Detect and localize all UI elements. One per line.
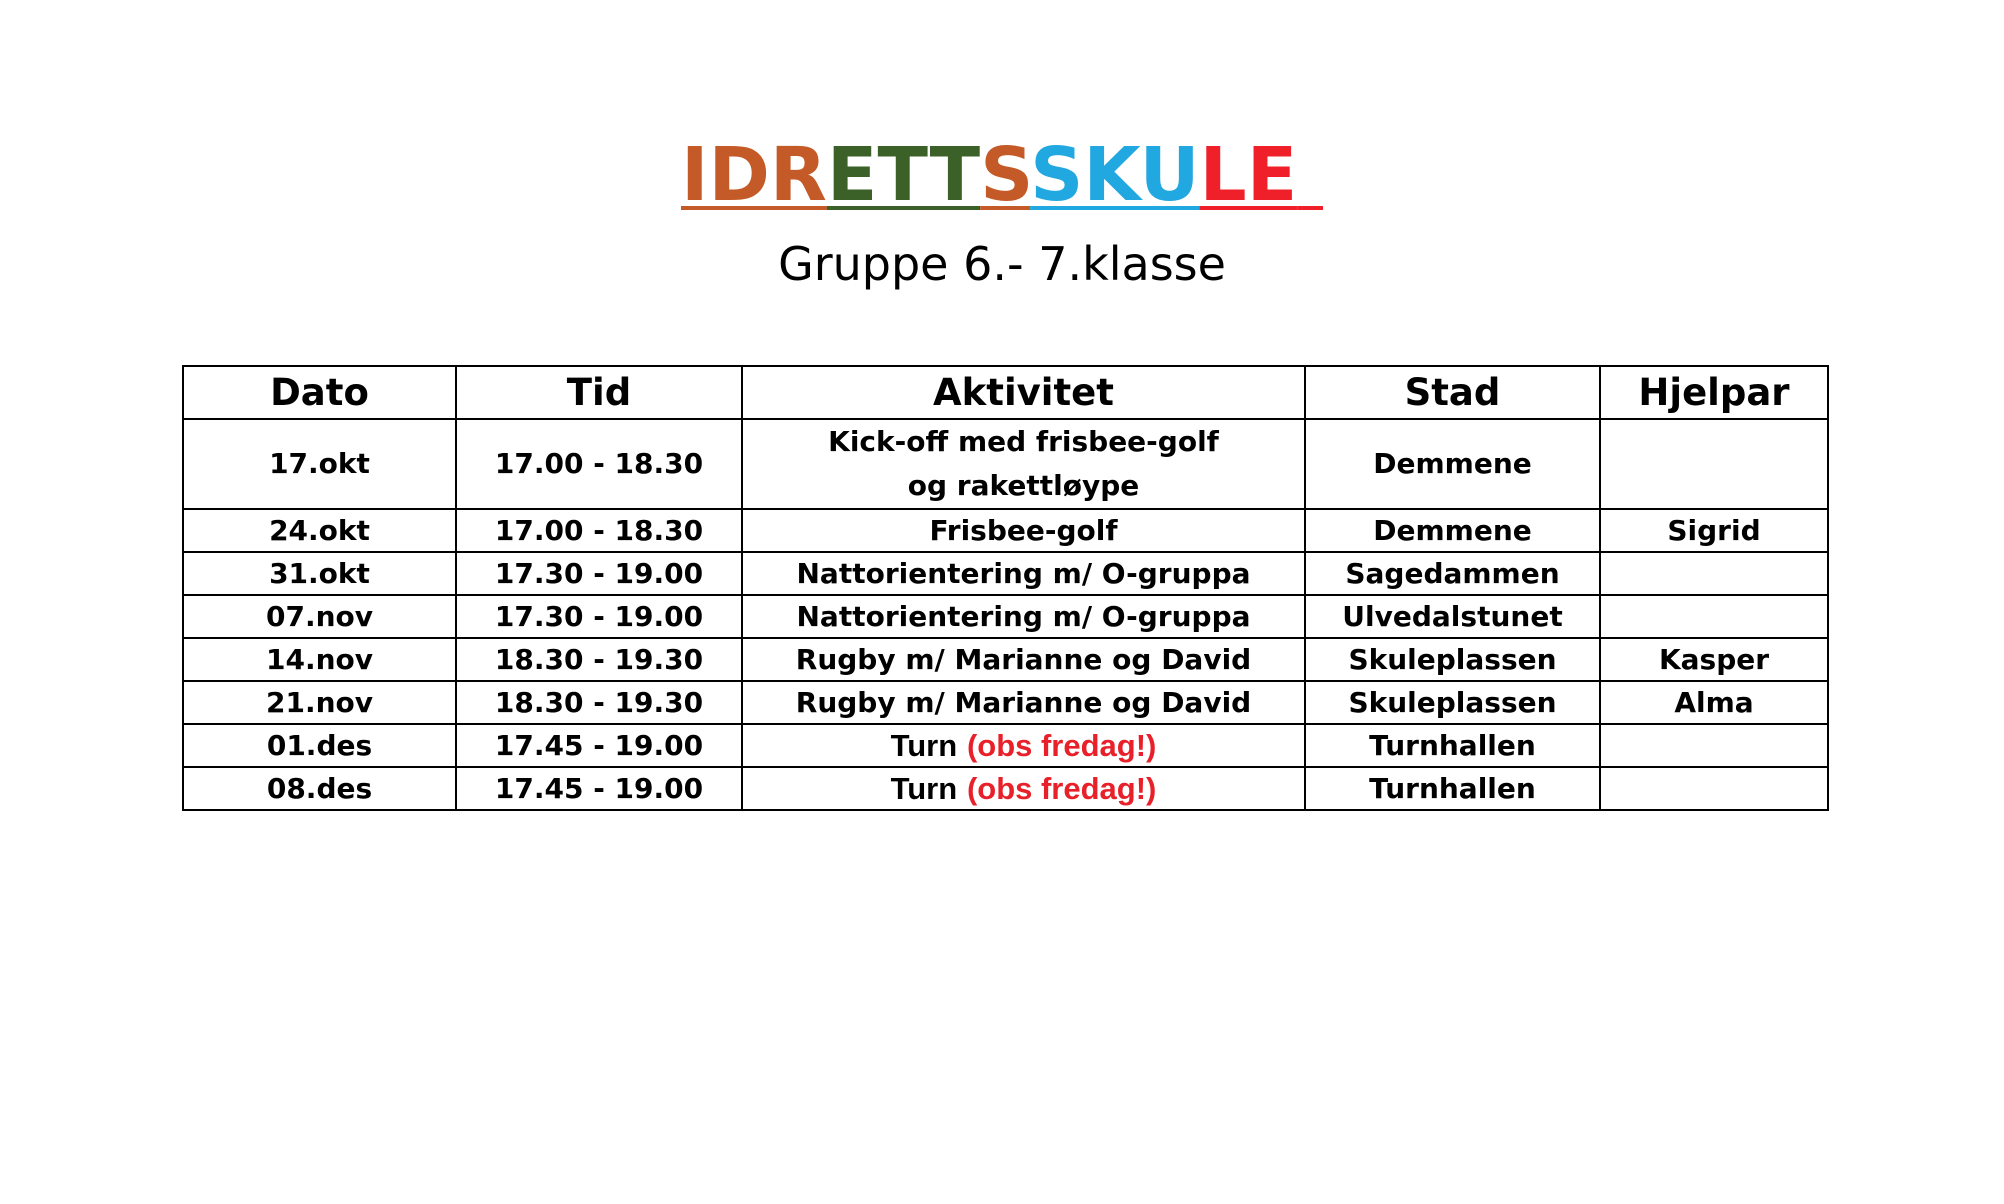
title-segment: LE xyxy=(1199,132,1298,218)
cell-aktivitet xyxy=(742,595,1305,638)
title-segment: SKU xyxy=(1030,132,1200,218)
activity-label: Rugby m/ Marianne og David xyxy=(795,643,1252,676)
schedule-table xyxy=(182,365,1829,811)
activity-label: Nattorientering m/ O-gruppa xyxy=(796,600,1251,633)
cell-dato: 31.okt xyxy=(183,552,456,595)
title-segment: IDR xyxy=(680,132,827,218)
cell-tid: 17.45 - 19.00 xyxy=(456,767,742,810)
cell-tid: 17.00 - 18.30 xyxy=(456,419,742,509)
cell-dato: 07.nov xyxy=(183,595,456,638)
cell-hjelpar xyxy=(1600,767,1828,810)
column-header-aktivitet: Aktivitet xyxy=(742,366,1305,419)
cell-dato: 21.nov xyxy=(183,681,456,724)
activity-label: Frisbee-golf xyxy=(929,514,1118,547)
activity-label: Turn xyxy=(890,770,958,806)
table-row xyxy=(183,552,1828,595)
cell-stad: Turnhallen xyxy=(1305,767,1600,810)
table-row xyxy=(183,724,1828,767)
column-header-hjelpar: Hjelpar xyxy=(1600,366,1828,419)
table-row xyxy=(183,419,1828,509)
cell-hjelpar xyxy=(1600,419,1828,509)
column-header-dato: Dato xyxy=(183,366,456,419)
cell-hjelpar: Alma xyxy=(1600,681,1828,724)
cell-aktivitet xyxy=(742,767,1305,810)
cell-dato: 08.des xyxy=(183,767,456,810)
cell-tid: 17.30 - 19.00 xyxy=(456,552,742,595)
cell-hjelpar: Sigrid xyxy=(1600,509,1828,552)
cell-hjelpar: Kasper xyxy=(1600,638,1828,681)
title-segment xyxy=(1297,132,1323,218)
cell-stad: Turnhallen xyxy=(1305,724,1600,767)
activity-note: (obs fredag!) xyxy=(966,727,1157,763)
cell-stad: Skuleplassen xyxy=(1305,638,1600,681)
activity-label: Rugby m/ Marianne og David xyxy=(795,686,1252,719)
cell-stad: Demmene xyxy=(1305,509,1600,552)
title-segment: ETT xyxy=(826,132,981,218)
cell-tid: 18.30 - 19.30 xyxy=(456,638,742,681)
table-row xyxy=(183,638,1828,681)
cell-aktivitet xyxy=(742,419,1305,509)
table-row xyxy=(183,767,1828,810)
cell-stad: Sagedammen xyxy=(1305,552,1600,595)
activity-label: Nattorientering m/ O-gruppa xyxy=(796,557,1251,590)
page-title xyxy=(0,130,2004,220)
cell-stad: Skuleplassen xyxy=(1305,681,1600,724)
cell-dato: 24.okt xyxy=(183,509,456,552)
table-header-row xyxy=(183,366,1828,419)
column-header-stad: Stad xyxy=(1305,366,1600,419)
activity-note: (obs fredag!) xyxy=(966,770,1157,806)
cell-aktivitet xyxy=(742,681,1305,724)
column-header-tid: Tid xyxy=(456,366,742,419)
cell-tid: 17.45 - 19.00 xyxy=(456,724,742,767)
cell-aktivitet xyxy=(742,509,1305,552)
title-segment: S xyxy=(980,132,1031,218)
page-subtitle: Gruppe 6.- 7.klasse xyxy=(778,237,1226,291)
cell-aktivitet xyxy=(742,724,1305,767)
cell-stad: Demmene xyxy=(1305,419,1600,509)
cell-dato: 17.okt xyxy=(183,419,456,509)
cell-hjelpar xyxy=(1600,595,1828,638)
table-row xyxy=(183,681,1828,724)
cell-tid: 17.30 - 19.00 xyxy=(456,595,742,638)
cell-aktivitet xyxy=(742,638,1305,681)
table-row xyxy=(183,509,1828,552)
cell-hjelpar xyxy=(1600,724,1828,767)
activity-label: Turn xyxy=(890,727,958,763)
table-row xyxy=(183,595,1828,638)
cell-tid: 18.30 - 19.30 xyxy=(456,681,742,724)
cell-tid: 17.00 - 18.30 xyxy=(456,509,742,552)
cell-hjelpar xyxy=(1600,552,1828,595)
cell-aktivitet xyxy=(742,552,1305,595)
cell-stad: Ulvedalstunet xyxy=(1305,595,1600,638)
cell-dato: 14.nov xyxy=(183,638,456,681)
activity-label: Kick-off med frisbee-golf og rakettløype xyxy=(828,425,1219,502)
cell-dato: 01.des xyxy=(183,724,456,767)
